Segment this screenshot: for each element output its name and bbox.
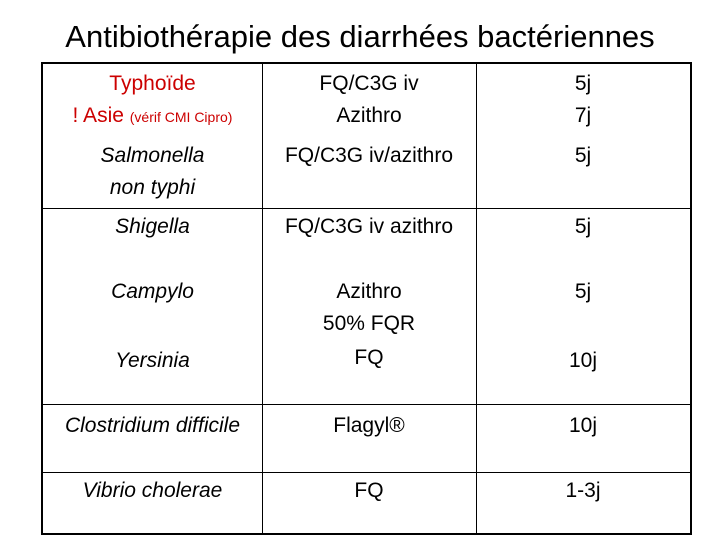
germ-campylo: Campylo — [111, 280, 194, 303]
germ-salmonella — [43, 140, 262, 204]
treatment-campylo-line1: Azithro — [336, 280, 402, 303]
germ-typhoid — [43, 68, 262, 133]
duration-typhoid-line2: 7j — [574, 104, 592, 127]
treatment-campylo — [262, 276, 476, 340]
germ-clostridium: Clostridium difficile — [64, 414, 241, 437]
treatment-campylo-line2: 50% FQR — [322, 312, 416, 335]
page-title: Antibiothérapie des diarrhées bactériennes — [65, 19, 655, 54]
treatment-yersinia: FQ — [354, 346, 384, 369]
treatment-typhoid-line2: Azithro — [336, 104, 402, 127]
duration-shigella: 5j — [574, 215, 592, 238]
row-divider — [43, 472, 690, 473]
treatment-vibrio: FQ — [354, 479, 384, 502]
cmi-cipro-note: (vérif CMI Cipro) — [129, 109, 233, 125]
asia-warning: ! Asie — [72, 104, 124, 127]
duration-typhoid — [476, 68, 690, 132]
germ-vibrio: Vibrio cholerae — [82, 479, 223, 502]
treatment-typhoid-line1: FQ/C3G iv — [319, 72, 419, 95]
duration-vibrio: 1-3j — [565, 479, 601, 502]
germ-salmonella-line2: non typhi — [109, 176, 196, 199]
row-divider — [43, 404, 690, 405]
duration-typhoid-line1: 5j — [574, 72, 592, 95]
treatment-shigella: FQ/C3G iv azithro — [284, 215, 454, 238]
germ-shigella: Shigella — [115, 215, 190, 238]
duration-campylo: 5j — [574, 280, 592, 303]
row-divider — [43, 208, 690, 209]
treatment-salmonella: FQ/C3G iv/azithro — [284, 144, 454, 167]
duration-yersinia: 10j — [568, 349, 598, 372]
duration-clostridium: 10j — [568, 414, 598, 437]
germ-typhoid-label: Typhoïde — [109, 72, 196, 95]
treatment-typhoid — [262, 68, 476, 132]
antibiotic-table — [41, 62, 692, 535]
treatment-clostridium: Flagyl® — [333, 414, 405, 437]
germ-salmonella-line1: Salmonella — [100, 144, 205, 167]
germ-yersinia: Yersinia — [115, 349, 190, 372]
duration-salmonella: 5j — [574, 144, 592, 167]
